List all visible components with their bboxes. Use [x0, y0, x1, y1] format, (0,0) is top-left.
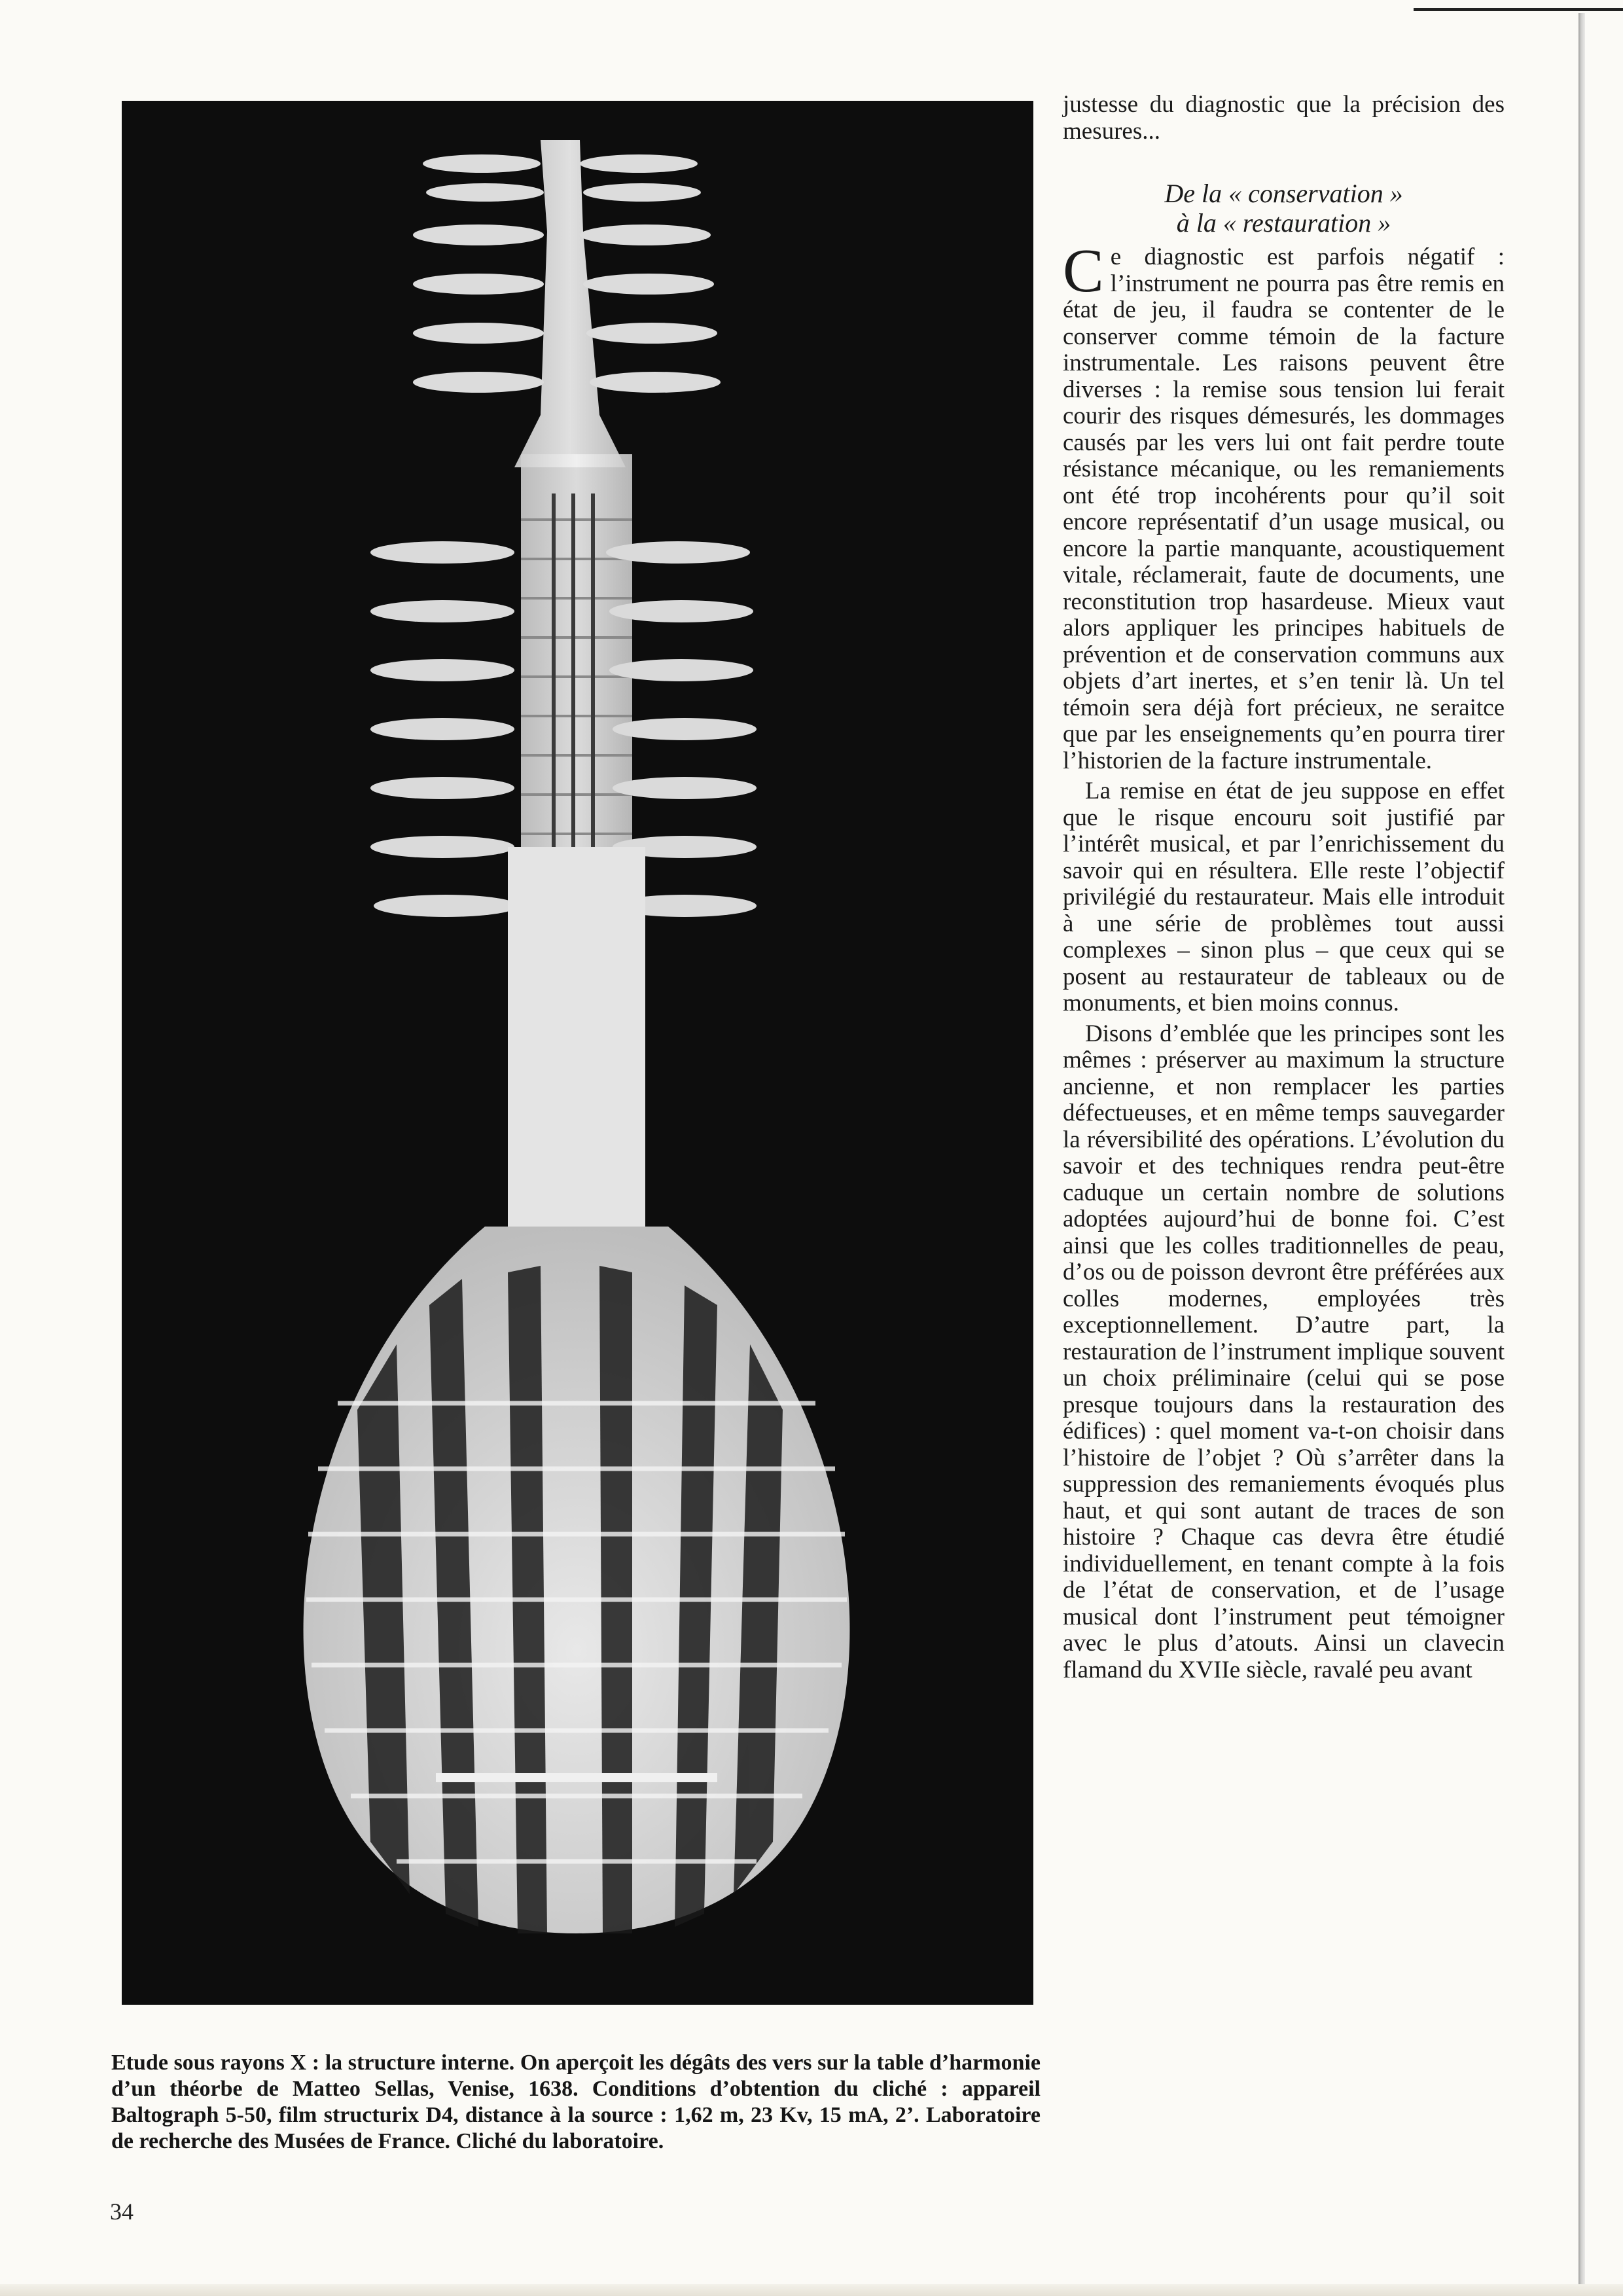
intro-text: justesse du diagnostic que la précision des mesures... [1063, 91, 1505, 145]
figure-caption [111, 2050, 1041, 2155]
page-edge-bottom [0, 2284, 1623, 2296]
drop-cap: C [1063, 237, 1104, 305]
paragraph-3: Disons d’emblée que les principes sont les mêmes : préserver au maximum la structure ancienne, et non remplacer les parties défectueuses, et en même temps sauvegarder la réversibilité des opérations. L’évolution du savoir et des techniques rendra peut-être caduque un certain nombre de solutions adoptées aujourd’hui de bonne foi. C’est ainsi que les colles traditionnelles de peau, d’os ou de poisson devront être préférées aux colles modernes, employées très exceptionnellement. D’autre part, la restauration de l’instrument implique souvent un choix préliminaire (celui qui se pose presque toujours dans la restauration des édifices) : quel moment va-t-on choisir dans l’histoire de l’objet ? Où s’arrêter dans la suppression des remaniements évoqués plus haut, et qui sont autant de traces de son histoire ? Chaque cas devra être étudié individuellement, en tenant compte à la fois de l’état de conservation, et de l’usage musical dont l’instrument peut témoigner avec le plus d’atouts. Ainsi un clavecin flamand du XVIIe siècle, ravalé peu avant [1063, 1020, 1505, 1683]
page-number: 34 [110, 2198, 134, 2225]
paragraph-1 [1063, 237, 1505, 774]
article-body [1063, 237, 1505, 1683]
heading-line-1: De la « conservation » [1164, 179, 1403, 208]
heading-line-2: à la « restauration » [1176, 208, 1391, 238]
theorbo-xray-image [122, 101, 1033, 2005]
section-heading [1063, 179, 1505, 238]
paragraph-1-text: e diagnostic est parfois négatif : l’instrument ne pourra pas être remis en état de jeu, il faudra se contenter de le conserver comme témoin de la facture instrumentale. Les raisons peuvent être diverses : la remise sous tension lui ferait courir des risques démesurés, les dommages causés par les vers lui ont fait perdre toute résistance mécanique, ou les remaniements ont été trop incohérents pour qu’il soit encore représentatif d’un usage musical, ou encore la partie manquante, acoustiquement vitale, réclamerait, faute de documents, une reconstitution trop hasardeuse. Mieux vaut alors appliquer les principes habituels de prévention et de conservation communs aux objets d’art inertes, et s’en tenir là. Un tel témoin sera déjà fort précieux, ne seraitce que par les enseignements qu’en pourra tirer l’historien de la facture instrumentale. [1063, 243, 1505, 774]
page-edge-right [1578, 13, 1585, 2291]
paragraph-2: La remise en état de jeu suppose en effet que le risque encouru soit justifié par l’intérêt musical, et par l’enrichissement du savoir qui en résultera. Elle reste l’objectif privilégié du restaurateur. Mais elle introduit à une série de problèmes tout aussi complexes – sinon plus – que ceux qui se posent au restaurateur de tableaux ou de monuments, et bien moins connus. [1063, 778, 1505, 1016]
article-column [1063, 92, 1505, 1683]
caption-text: Etude sous rayons X : la structure interne. On aperçoit les dégâts des vers sur la table d’harmonie d’un théorbe de Matteo Sellas, Venise, 1638. Conditions d’obtention du cliché : appareil Baltograph 5-50, film structurix D4, distance à la source : 1,62 m, 23 Kv, 15 mA, 2’. Laboratoire de recherche des Musées de France. Cliché du laboratoire. [111, 2051, 1041, 2153]
xray-photograph [122, 101, 1033, 2005]
page-edge-top [1414, 8, 1623, 11]
